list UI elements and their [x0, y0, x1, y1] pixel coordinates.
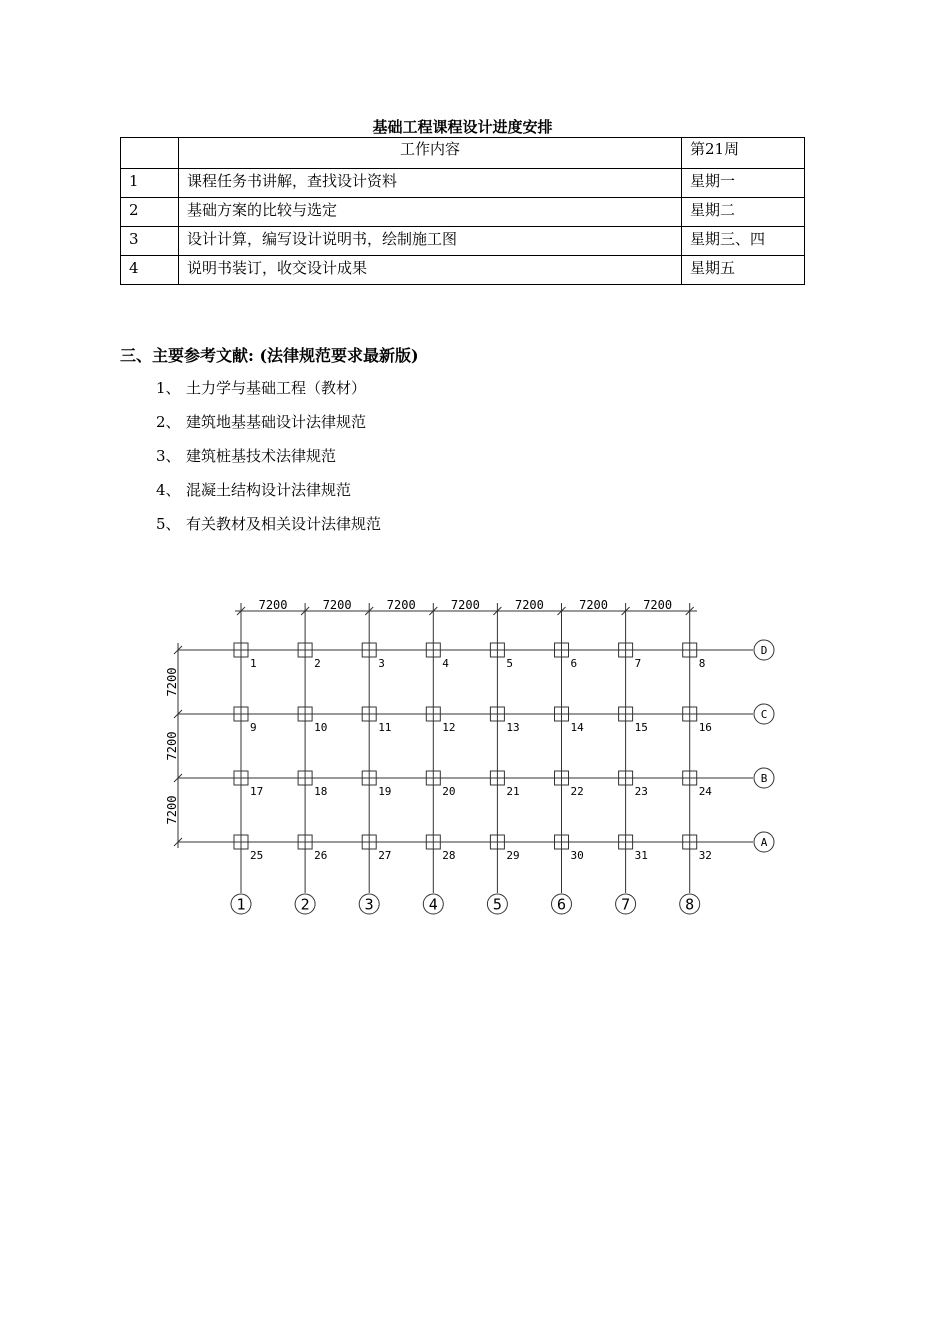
header-cell-content: 工作内容 — [179, 138, 682, 169]
column-label: 28 — [442, 849, 456, 862]
column-label: 10 — [314, 721, 328, 734]
list-item-text: 建筑地基基础设计法律规范 — [186, 413, 367, 431]
column-label: 11 — [378, 721, 392, 734]
dimension-label-x: 7200 — [258, 598, 288, 612]
dimension-label-y: 7200 — [165, 795, 179, 825]
axis-label-column: 4 — [428, 895, 438, 914]
column-label: 15 — [634, 721, 648, 734]
row-task: 课程任务书讲解，查找设计资料 — [179, 169, 682, 198]
column-label: 32 — [698, 849, 712, 862]
row-task: 基础方案的比较与选定 — [179, 198, 682, 227]
dimension-label-x: 7200 — [579, 598, 609, 612]
row-no: 4 — [121, 256, 179, 285]
row-task: 说明书装订，收交设计成果 — [179, 256, 682, 285]
references-heading: 三、主要参考文献: (法律规范要求最新版) — [120, 346, 419, 365]
column-label: 8 — [698, 657, 706, 670]
row-no: 2 — [121, 198, 179, 227]
dimension-label-x: 7200 — [643, 598, 673, 612]
column-label: 22 — [570, 785, 584, 798]
list-item-number: 4、 — [156, 481, 181, 499]
axis-label-row: D — [760, 644, 768, 657]
row-no: 1 — [121, 169, 179, 198]
column-label: 24 — [698, 785, 712, 798]
row-task: 设计计算，编写设计说明书，绘制施工图 — [179, 227, 682, 256]
list-item-number: 2、 — [156, 413, 181, 431]
column-label: 6 — [570, 657, 578, 670]
column-label: 1 — [250, 657, 257, 670]
column-label: 16 — [698, 721, 712, 734]
list-item-number: 5、 — [156, 515, 181, 533]
list-item-number: 3、 — [156, 447, 181, 465]
axis-label-column: 5 — [492, 895, 502, 914]
column-label: 13 — [506, 721, 520, 734]
list-item-text: 建筑桩基技术法律规范 — [186, 447, 337, 465]
column-label: 20 — [442, 785, 456, 798]
column-label: 5 — [506, 657, 514, 670]
row-day: 星期二 — [682, 198, 805, 227]
dimension-label-x: 7200 — [450, 598, 480, 612]
column-label: 25 — [250, 849, 264, 862]
list-item-number: 1、 — [156, 379, 181, 397]
row-no: 3 — [121, 227, 179, 256]
column-label: 12 — [442, 721, 456, 734]
list-item-text: 土力学与基础工程（教材） — [186, 379, 367, 397]
dimension-label-y: 7200 — [165, 667, 179, 697]
column-label: 3 — [378, 657, 385, 670]
column-label: 29 — [506, 849, 520, 862]
schedule-title: 基础工程课程设计进度安排 — [372, 118, 553, 136]
axis-label-column: 6 — [556, 895, 567, 914]
header-cell-week: 第21周 — [682, 138, 805, 169]
axis-label-column: 8 — [685, 895, 695, 914]
dimension-label-x: 7200 — [322, 598, 352, 612]
dimension-label-x: 7200 — [514, 598, 544, 612]
dimension-label-y: 7200 — [165, 731, 179, 761]
axis-label-column: 2 — [300, 895, 310, 914]
column-label: 9 — [250, 721, 257, 734]
column-label: 17 — [250, 785, 264, 798]
column-label: 4 — [442, 657, 449, 670]
column-label: 21 — [506, 785, 520, 798]
axis-label-column: 3 — [364, 895, 374, 914]
row-day: 星期五 — [682, 256, 805, 285]
list-item-text: 混凝土结构设计法律规范 — [186, 481, 352, 499]
column-label: 14 — [570, 721, 584, 734]
axis-label-row: B — [760, 772, 768, 785]
column-label: 26 — [314, 849, 328, 862]
axis-label-column: 7 — [621, 895, 631, 914]
column-label: 27 — [378, 849, 392, 862]
axis-label-row: C — [760, 708, 768, 721]
axis-label-row: A — [760, 836, 768, 849]
column-label: 2 — [314, 657, 321, 670]
column-label: 30 — [570, 849, 584, 862]
column-label: 19 — [378, 785, 392, 798]
column-label: 18 — [314, 785, 328, 798]
row-day: 星期三、四 — [682, 227, 805, 256]
row-day: 星期一 — [682, 169, 805, 198]
column-label: 23 — [634, 785, 648, 798]
column-label: 7 — [634, 657, 642, 670]
dimension-label-x: 7200 — [386, 598, 416, 612]
list-item-text: 有关教材及相关设计法律规范 — [186, 515, 382, 533]
column-label: 31 — [634, 849, 648, 862]
axis-label-column: 1 — [236, 895, 246, 914]
